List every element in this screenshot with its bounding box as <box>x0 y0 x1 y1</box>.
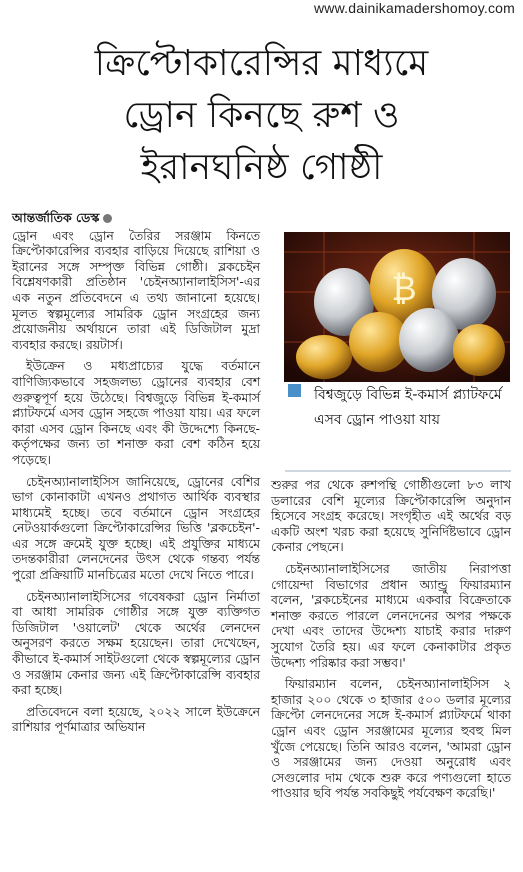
caption-text: বিশ্বজুড়ে বিভিন্ন ই-কমার্স প্ল্যাটফর্মে এসব ড্রোন পাওয়া যায় <box>314 387 502 428</box>
paragraph: শুরুর পর থেকে রুশপন্থি গোষ্ঠীগুলো ৮৩ লাখ ডলারের বেশি মূল্যের ক্রিপ্টোকারেন্সি অনুদান হিসেবে সংগ্রহ করেছে। সংগৃহীত এই অর্থের বড় একটি অংশ খরচ করা হয়েছে সুনির্দিষ্টভাবে ড্রোন কেনার পেছনে। <box>271 478 511 555</box>
paragraph: ফিয়ারম্যান বলেন, চেইনঅ্যানালাইসিস ২ হাজার ২০০ থেকে ৩ হাজার ৫০০ ডলার মূল্যের ক্রিপ্টো লেনদেনের সঙ্গে ই-কমার্স প্ল্যাটফর্মে থাকা ড্রোন এবং ড্রোন সরঞ্জামের মূল্যের হুবহু মিল খুঁজে পেয়েছে। তিনি আরও বলেন, 'আমরা ড্রোন ও সরঞ্জামের জন্য দেওয়া অনুরোধ এবং সেগুলোর দাম থেকে শুরু করে পণ্যগুলো হাতে পাওয়ার ছবি পর্যন্ত সবকিছুই পর্যবেক্ষণ করেছি।' <box>271 677 511 801</box>
crypto-coins-photo <box>284 232 510 382</box>
paragraph: চেইনঅ্যানালাইসিসের গবেষকরা ড্রোন নির্মাতা বা আধা সামরিক গোষ্ঠীর সঙ্গে যুক্ত ব্যক্তিগত ডিজিটাল 'ওয়ালেট' থেকে অর্থের লেনদেন অনুসরণ করতে সক্ষম হয়েছেন। তারা দেখেছেন, কীভাবে ই-কমার্স সাইটগুলো থেকে স্বল্পমূল্যের ড্রোন ও সরঞ্জাম কেনার জন্য এই ক্রিপ্টোকারেন্সি ব্যবহার করা হচ্ছে। <box>12 589 260 698</box>
paragraph: প্রতিবেদনে বলা হয়েছে, ২০২২ সালে ইউক্রেনে রাশিয়ার পূর্ণমাত্রার অভিযান <box>12 704 260 735</box>
paragraph: চেইনঅ্যানালাইসিস জানিয়েছে, ড্রোনের বেশির ভাগ কোনাকাটা এখনও প্রথাগত আর্থিক ব্যবস্থার মাধ্যমেই হচ্ছে। তবে বর্তমানে ড্রোন সংগ্রহের নেটওয়ার্কগুলো ক্রিপ্টোকারেন্সির ভিত্তি 'ব্লকচেইন'-এর সঙ্গে ক্রমেই যুক্ত হচ্ছে। এই প্রযুক্তির মাধ্যমে তদন্তকারীরা লেনদেনের উৎস থেকে গন্তব্য পর্যন্ত পুরো প্রক্রিয়াটি মানচিত্রের মতো দেখে নিতে পারে। <box>12 474 260 583</box>
left-column <box>12 210 260 742</box>
paragraph: চেইনঅ্যানালাইসিসের জাতীয় নিরাপত্তা গোয়েন্দা বিভাগের প্রধান অ্যান্ড্রু ফিয়ারম্যান বলেন, 'ব্লকচেইনের মাধ্যমে একবার বিক্রেতাকে শনাক্ত করতে পারলে লেনদেনের অপর পক্ষকে দেখা এবং তাদের উদ্দেশ্য যাচাই করার দারুণ সুযোগ তৈরি হয়। এর ফলে কেনাকাটার প্রকৃত উদ্দেশ্য পরিষ্কার করা সম্ভব।' <box>271 561 511 670</box>
svg-text:₿: ₿ <box>391 269 417 309</box>
site-url[interactable]: www.dainikamadershomoy.com <box>313 0 515 16</box>
dept-label: আন্তর্জাতিক ডেস্ক <box>12 210 100 225</box>
photo-caption <box>288 383 513 463</box>
caption-divider <box>285 470 511 472</box>
headline-line-3: ইরানঘনিষ্ঠ গোষ্ঠী <box>140 147 383 188</box>
paragraph: ইউক্রেন ও মধ্যপ্রাচ্যের যুদ্ধে বর্তমানে বাণিজ্যিকভাবে সহজলভ্য ড্রোনের ব্যবহার বেশ গুরুত্বপূর্ণ হয়ে উঠেছে। বিশ্বজুড়ে বিভিন্ন ই-কমার্স প্ল্যাটফর্মে এসব ড্রোন সহজে পাওয়া যায়। এর ফলে কারা এসব ড্রোন কিনছে এবং কী উদ্দেশ্যে কিনছে- কর্তৃপক্ষের জন্য তা শনাক্ত করা বেশ কঠিন হয়ে পড়েছে। <box>12 359 260 467</box>
headline-line-1: ক্রিপ্টোকারেন্সির মাধ্যমে <box>94 43 429 84</box>
bullet-dot-icon <box>103 214 112 223</box>
paragraph: ড্রোন এবং ড্রোন তৈরির সরঞ্জাম কিনতে ক্রিপ্টোকারেন্সির ব্যবহার বাড়িয়ে দিয়েছে রাশিয়া ও ইরানের সঙ্গে সম্পৃক্ত বিভিন্ন গোষ্ঠী। ব্লকচেইন বিশ্লেষণকারী প্রতিষ্ঠান 'চেইনঅ্যানালাইসিস'-এর এক নতুন প্রতিবেদনে এ তথ্য জানানো হয়েছে। মূলত স্বল্পমূল্যের সামরিক ড্রোন সংগ্রহের জন্য প্রয়োজনীয় অর্থায়নে তারা এই ডিজিটাল মুদ্রা ব্যবহার করছে। রয়টার্স। <box>12 228 260 352</box>
right-column <box>271 478 511 808</box>
headline-line-2: ড্রোন কিনছে রুশ ও <box>123 95 400 136</box>
caption-square-icon <box>288 384 301 397</box>
headline <box>0 38 523 194</box>
